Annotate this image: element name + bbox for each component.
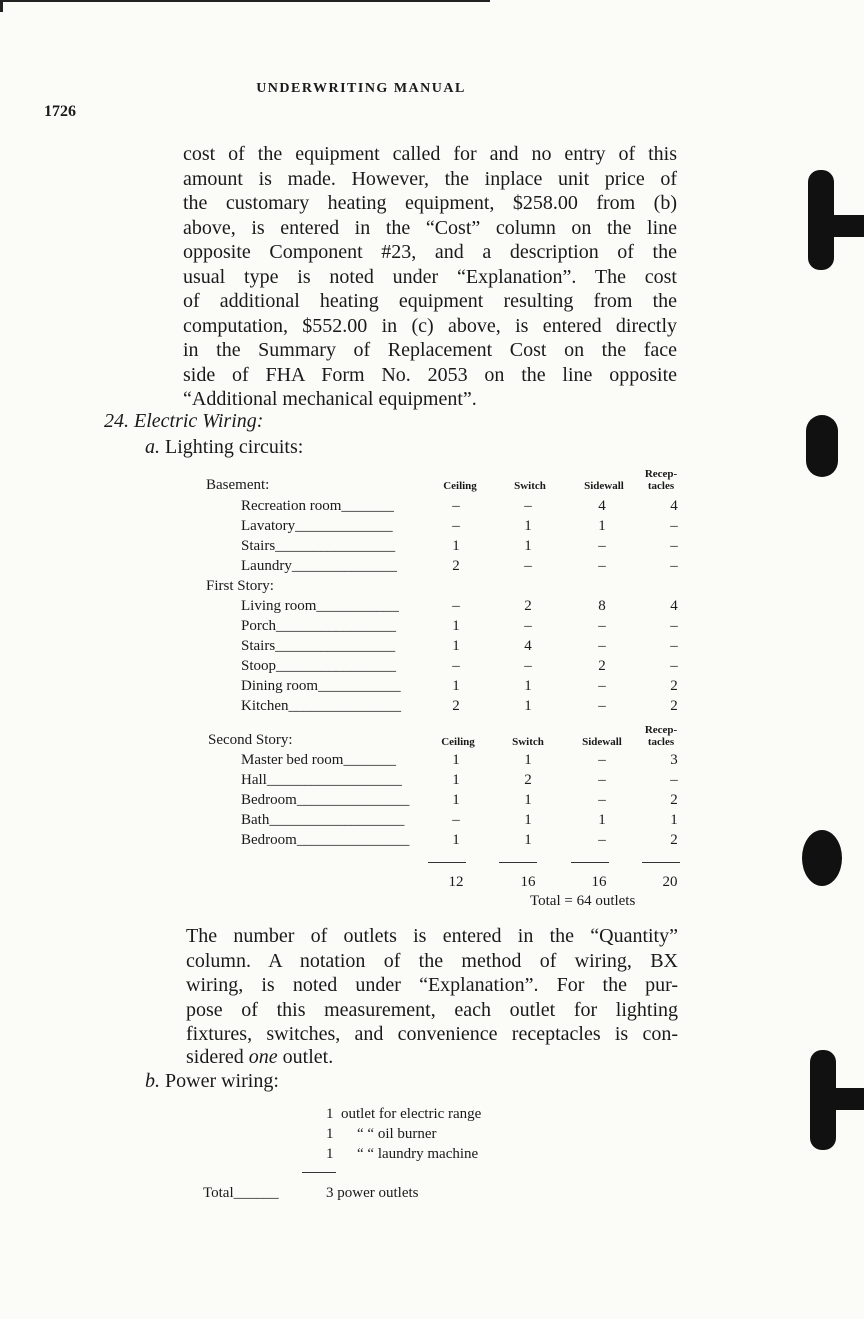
subsection-b-title: Power wiring:: [165, 1070, 279, 1092]
binder-mark-hole: [802, 830, 842, 886]
row-cell-r: –: [670, 518, 678, 534]
grand-total: Total = 64 outlets: [530, 893, 636, 909]
row-cell-r: –: [670, 638, 678, 654]
col-header-recep: Recep-: [644, 468, 678, 480]
row-cell-r: 2: [670, 792, 678, 808]
row-label: Porch________________: [241, 618, 396, 634]
row-cell-c: 1: [452, 638, 460, 654]
row-cell-w: –: [598, 558, 606, 574]
row-cell-s: 1: [524, 792, 532, 808]
outlets-line: wiring, is noted under “Explanation”. For the pur-: [186, 974, 678, 996]
row-cell-w: –: [598, 752, 606, 768]
row-cell-r: 1: [670, 812, 678, 828]
row-label: Hall__________________: [241, 772, 402, 788]
outlets-last-emphasis: one: [248, 1046, 278, 1068]
section-24-heading: [104, 410, 263, 433]
row-cell-s: 1: [524, 678, 532, 694]
row-cell-w: 2: [598, 658, 606, 674]
row-cell-c: 1: [452, 618, 460, 634]
intro-line: in the Summary of Replacement Cost on the face: [183, 339, 677, 361]
power-qty: 1: [326, 1106, 334, 1122]
row-label: Stoop________________: [241, 658, 397, 674]
power-total-label: Total______: [203, 1185, 279, 1201]
power-item: “ “ oil burner: [357, 1126, 437, 1142]
row-cell-c: –: [452, 598, 460, 614]
row-cell-w: –: [598, 638, 606, 654]
row-label: Bedroom_______________: [241, 832, 410, 848]
row-cell-s: 1: [524, 832, 532, 848]
group-basement: Basement:: [206, 477, 270, 493]
row-label: Living room___________: [241, 598, 399, 614]
row-cell-w: –: [598, 832, 606, 848]
col-header-tacles: tacles: [647, 480, 675, 492]
intro-line: side of FHA Form No. 2053 on the line opposite: [183, 363, 677, 386]
subsection-b-letter: b.: [145, 1070, 160, 1092]
row-cell-s: 1: [524, 812, 532, 828]
row-cell-w: –: [598, 618, 606, 634]
row-cell-c: –: [452, 498, 460, 514]
row-cell-s: 2: [524, 598, 532, 614]
row-cell-r: 2: [670, 832, 678, 848]
row-label: Master bed room_______: [241, 752, 396, 768]
intro-line: usual type is noted under “Explanation”. The cost: [183, 265, 677, 288]
row-cell-s: –: [524, 498, 532, 514]
section-number: 24.: [104, 410, 129, 432]
intro-line: of additional heating equipment resulting from the: [183, 290, 677, 312]
row-cell-s: 1: [524, 698, 532, 714]
row-label: Stairs________________: [241, 638, 396, 654]
outlets-paragraph: [186, 924, 678, 1047]
total-sidewall: 16: [591, 874, 607, 890]
row-label: Recreation room_______: [241, 498, 394, 514]
total-recep: 20: [662, 874, 678, 890]
col2-header-sidewall: Sidewall: [582, 736, 622, 748]
row-cell-r: –: [670, 538, 678, 554]
col2-header-tacles: tacles: [647, 736, 675, 748]
total-rule-recep: [642, 862, 680, 863]
power-total-rule: [302, 1172, 336, 1173]
intro-line: cost of the equipment called for and no entry of this: [183, 143, 677, 165]
intro-line: amount is made. However, the inplace unit price of: [183, 167, 677, 190]
row-cell-r: 4: [670, 598, 678, 614]
col2-header-switch: Switch: [512, 736, 544, 748]
row-cell-c: 1: [452, 832, 460, 848]
power-item: outlet for electric range: [341, 1106, 482, 1122]
row-cell-w: 1: [598, 518, 606, 534]
intro-line: above, is entered in the “Cost” column on the line: [183, 216, 677, 239]
outlets-line: fixtures, switches, and convenience receptacles is con-: [186, 1023, 678, 1045]
running-header: UNDERWRITING MANUAL: [256, 81, 466, 96]
row-cell-w: –: [598, 538, 606, 554]
row-cell-w: 1: [598, 812, 606, 828]
total-rule-sidewall: [571, 862, 609, 863]
power-total-value: 3 power outlets: [326, 1185, 419, 1201]
row-cell-w: –: [598, 772, 606, 788]
intro-paragraph: [183, 142, 677, 412]
outlets-last-pre: sidered: [186, 1046, 249, 1068]
row-cell-s: 1: [524, 752, 532, 768]
row-label: Lavatory_____________: [241, 518, 393, 534]
total-rule-switch: [499, 862, 537, 863]
row-label: Laundry______________: [241, 558, 397, 574]
power-item: “ “ laundry machine: [357, 1146, 479, 1162]
row-cell-c: 1: [452, 772, 460, 788]
row-cell-s: 1: [524, 518, 532, 534]
row-cell-w: –: [598, 792, 606, 808]
subsection-a-title: Lighting circuits:: [165, 436, 304, 458]
row-cell-r: 2: [670, 698, 678, 714]
row-cell-r: –: [670, 558, 678, 574]
row-cell-r: 3: [670, 752, 678, 768]
col2-header-ceiling: Ceiling: [441, 736, 475, 748]
row-cell-c: 1: [452, 752, 460, 768]
total-switch: 16: [520, 874, 536, 890]
row-cell-c: 1: [452, 678, 460, 694]
row-cell-r: –: [670, 772, 678, 788]
row-cell-c: 2: [452, 698, 460, 714]
col-header-switch: Switch: [514, 480, 546, 492]
group-second-story: Second Story:: [208, 732, 293, 748]
row-cell-c: 2: [452, 558, 460, 574]
binder-mark-ring: [806, 415, 838, 477]
outlets-line: The number of outlets is entered in the “Quantity”: [186, 925, 678, 947]
outlets-last-line: [186, 1046, 333, 1069]
power-qty: 1: [326, 1126, 334, 1142]
subsection-a-letter: a.: [145, 436, 160, 458]
intro-line: the customary heating equipment, $258.00 from (b): [183, 192, 677, 214]
total-rule-ceiling: [428, 862, 466, 863]
col2-header-recep: Recep-: [644, 724, 678, 736]
subsection-a-heading: [145, 436, 303, 459]
row-cell-w: –: [598, 678, 606, 694]
row-label: Bath__________________: [241, 812, 405, 828]
row-cell-s: –: [524, 658, 532, 674]
row-cell-s: –: [524, 618, 532, 634]
subsection-b-heading: [145, 1070, 279, 1093]
row-cell-c: 1: [452, 792, 460, 808]
intro-line: “Additional mechanical equipment”.: [183, 388, 477, 410]
section-title: Electric Wiring:: [134, 410, 264, 432]
row-label: Bedroom_______________: [241, 792, 410, 808]
col-header-ceiling: Ceiling: [443, 480, 477, 492]
page-number: 1726: [44, 103, 76, 120]
row-cell-w: 8: [598, 598, 606, 614]
row-cell-s: 1: [524, 538, 532, 554]
outlets-last-post: outlet.: [277, 1046, 334, 1068]
page-corner-edge: [0, 0, 3, 12]
row-label: Stairs________________: [241, 538, 396, 554]
row-label: Kitchen_______________: [241, 698, 401, 714]
row-cell-s: 4: [524, 638, 532, 654]
row-cell-r: 2: [670, 678, 678, 694]
row-cell-w: –: [598, 698, 606, 714]
power-qty: 1: [326, 1146, 334, 1162]
total-ceiling: 12: [448, 874, 464, 890]
row-cell-s: 2: [524, 772, 532, 788]
group-first-story: First Story:: [206, 578, 274, 594]
binder-mark-lower-arm: [810, 1088, 864, 1110]
row-label: Dining room___________: [241, 678, 401, 694]
row-cell-s: –: [524, 558, 532, 574]
outlets-line: column. A notation of the method of wiring, BX: [186, 949, 678, 972]
row-cell-c: –: [452, 518, 460, 534]
intro-line: computation, $552.00 in (c) above, is entered directly: [183, 314, 677, 337]
row-cell-w: 4: [598, 498, 606, 514]
page-top-edge: [0, 0, 490, 2]
row-cell-r: 4: [670, 498, 678, 514]
row-cell-c: –: [452, 812, 460, 828]
row-cell-r: –: [670, 618, 678, 634]
binder-mark-upper-arm: [808, 215, 864, 237]
intro-line: opposite Component #23, and a description of the: [183, 241, 677, 263]
row-cell-r: –: [670, 658, 678, 674]
col-header-sidewall: Sidewall: [584, 480, 624, 492]
row-cell-c: 1: [452, 538, 460, 554]
row-cell-c: –: [452, 658, 460, 674]
outlets-line: pose of this measurement, each outlet for lighting: [186, 998, 678, 1021]
